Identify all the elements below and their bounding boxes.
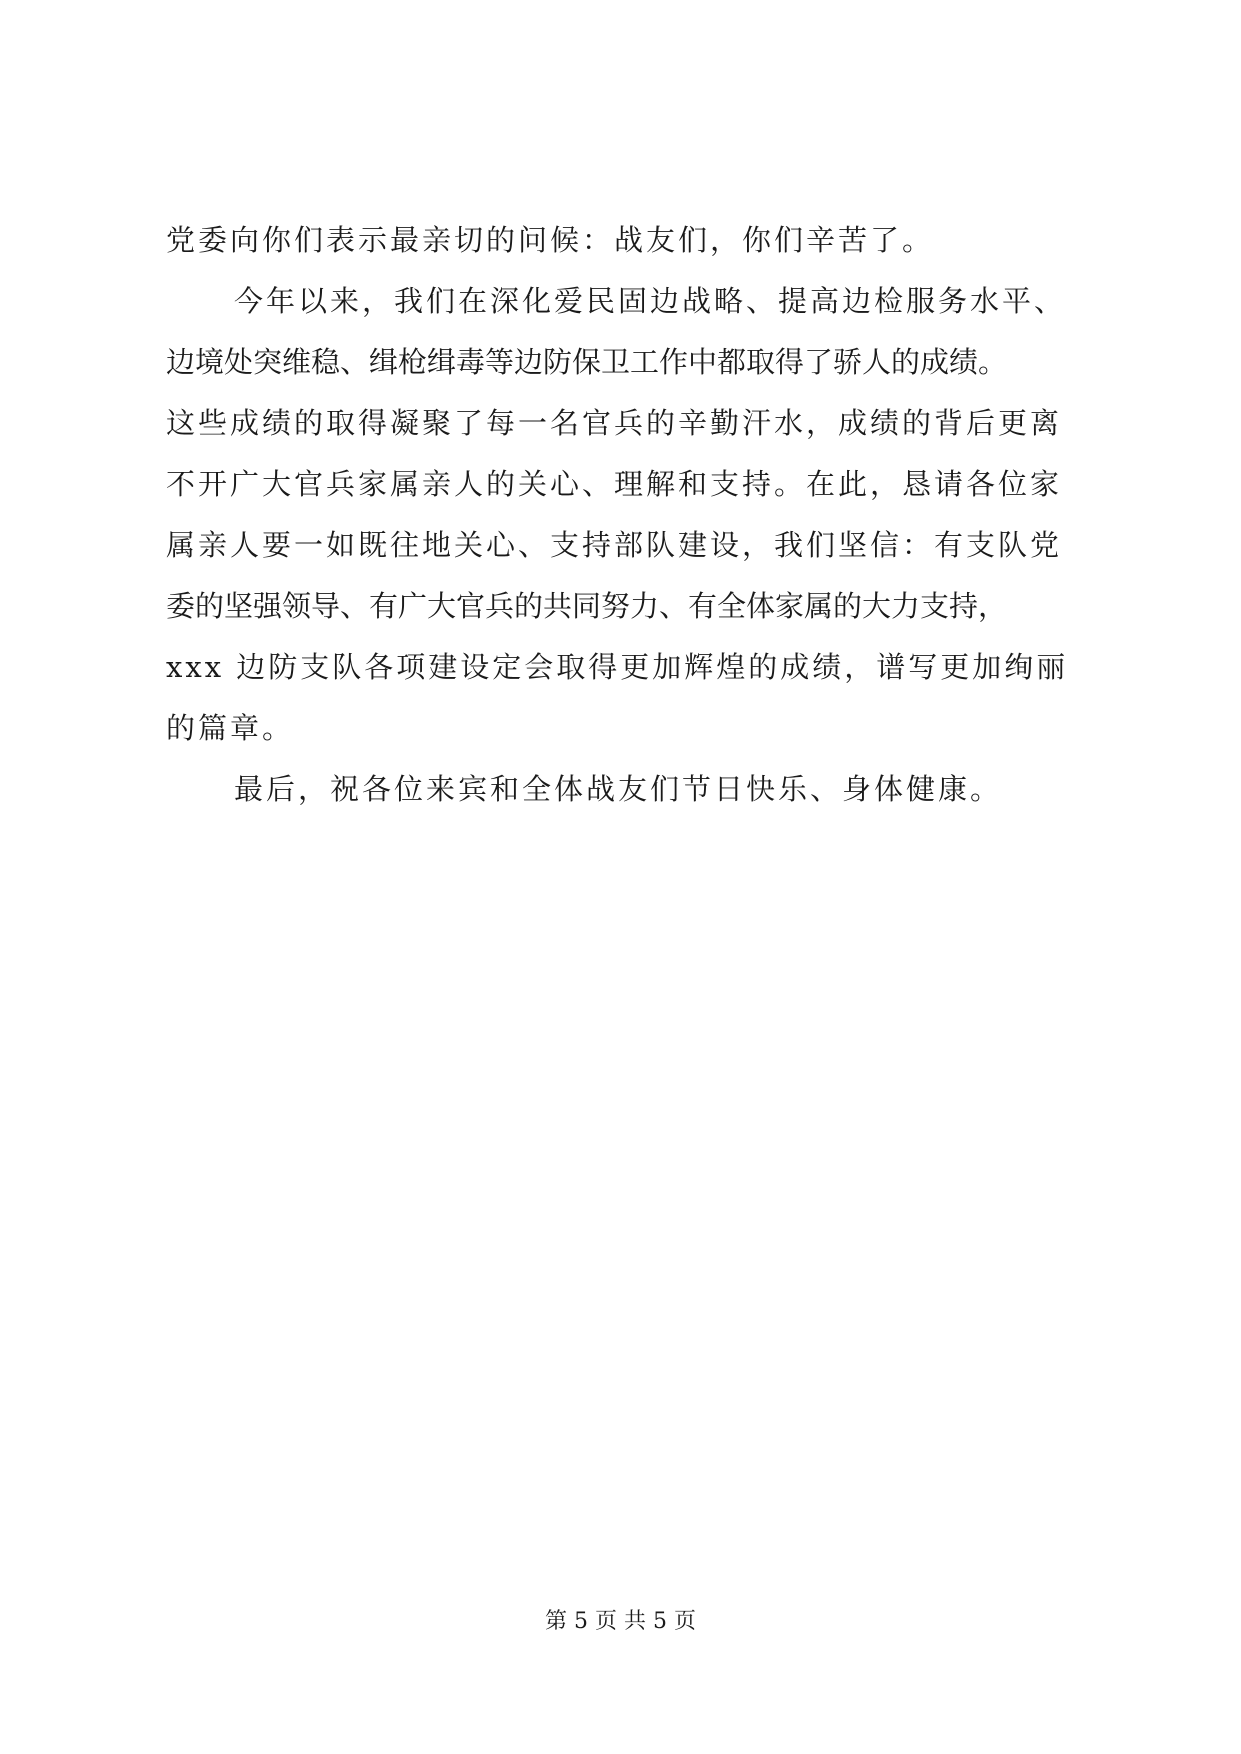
- paragraph-first-line: 最后，祝各位来宾和全体战友们节日快乐、身体健康。: [234, 772, 1003, 806]
- text-line: 党委向你们表示最亲切的问候：战友们，你们辛苦了。: [166, 223, 935, 257]
- document-body: [166, 210, 1126, 820]
- text-line: 属亲人要一如既往地关心、支持部队建设，我们坚信：有支队党: [166, 528, 1063, 562]
- text-line: 委的坚强领导、有广大官兵的共同努力、有全体家属的大力支持，: [166, 589, 1008, 623]
- text-line: 边境处突维稳、缉枪缉毒等边防保卫工作中都取得了骄人的成绩。: [166, 345, 1008, 379]
- text-line: 这些成绩的取得凝聚了每一名官兵的辛勤汗水，成绩的背后更离: [166, 406, 1063, 440]
- text-line: 的篇章。: [166, 711, 295, 745]
- page-number-footer: 第 5 页 共 5 页: [545, 1609, 696, 1634]
- text-line: 不开广大官兵家属亲人的关心、理解和支持。在此，恳请各位家: [166, 467, 1063, 501]
- text-line: xxx 边防支队各项建设定会取得更加辉煌的成绩，谱写更加绚丽: [166, 650, 1069, 684]
- paragraph-first-line: 今年以来，我们在深化爱民固边战略、提高边检服务水平、: [234, 284, 1067, 318]
